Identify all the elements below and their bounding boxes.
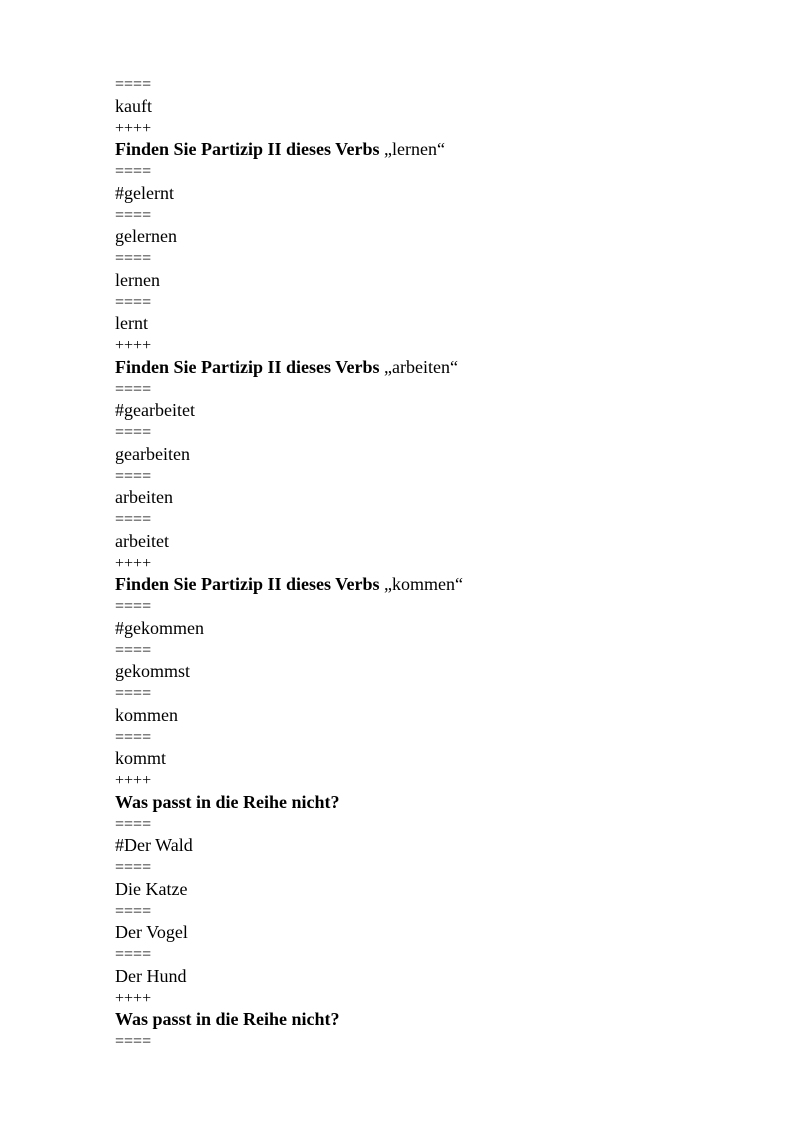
- question-text: Finden Sie Partizip II dieses Verbs: [115, 356, 380, 377]
- answer-option: gekommst: [115, 661, 190, 682]
- separator-line: ====: [115, 1033, 152, 1050]
- answer-option: #gelernt: [115, 182, 174, 203]
- answer-option: #gearbeitet: [115, 400, 195, 421]
- separator-line: ====: [115, 902, 152, 920]
- question-verb: „arbeiten“: [379, 356, 458, 377]
- answer-option: #Der Wald: [115, 835, 193, 856]
- separator-line: ====: [115, 598, 152, 615]
- separator-line: ====: [115, 380, 152, 398]
- separator-line: ====: [115, 293, 152, 311]
- answer-option: arbeiten: [115, 487, 173, 508]
- question-text: Finden Sie Partizip II dieses Verbs: [115, 139, 380, 160]
- answer-option: Die Katze: [115, 878, 188, 899]
- answer-option: gelernen: [115, 226, 177, 247]
- question-verb: „kommen“: [379, 574, 464, 595]
- separator-line: ++++: [115, 989, 152, 1007]
- answer-option: lernt: [115, 313, 148, 334]
- answer-option: arbeitet: [115, 530, 169, 551]
- answer-option: kommen: [115, 704, 178, 725]
- question-line: [115, 792, 735, 814]
- question-text: Was passt in die Reihe nicht?: [115, 791, 340, 812]
- separator-line: ====: [115, 467, 152, 485]
- question-line: [115, 139, 735, 161]
- separator-line: ====: [115, 641, 152, 659]
- separator-line: ====: [115, 163, 152, 180]
- separator-line: ====: [115, 815, 152, 833]
- answer-option: Der Vogel: [115, 922, 188, 943]
- question-line: [115, 1009, 735, 1031]
- document-body: [115, 74, 735, 1053]
- question-text: Finden Sie Partizip II dieses Verbs: [115, 574, 380, 595]
- separator-line: ====: [115, 424, 152, 441]
- separator-line: ++++: [115, 119, 152, 137]
- answer-option: #gekommen: [115, 617, 204, 638]
- separator-line: ====: [115, 728, 152, 746]
- answer-option: kauft: [115, 95, 152, 116]
- separator-line: ====: [115, 206, 152, 224]
- question-line: [115, 357, 735, 379]
- separator-line: ====: [115, 685, 152, 702]
- answer-option: Der Hund: [115, 965, 187, 986]
- answer-option: gearbeiten: [115, 443, 190, 464]
- separator-line: ====: [115, 859, 152, 876]
- separator-line: ====: [115, 511, 152, 528]
- answer-option: lernen: [115, 269, 160, 290]
- question-text: Was passt in die Reihe nicht?: [115, 1009, 340, 1030]
- question-line: [115, 574, 735, 596]
- answer-option: kommt: [115, 748, 167, 769]
- separator-line: ====: [115, 250, 152, 267]
- question-verb: „lernen“: [379, 139, 445, 160]
- separator-line: ====: [115, 76, 152, 93]
- separator-line: ++++: [115, 554, 152, 572]
- separator-line: ++++: [115, 337, 152, 354]
- separator-line: ====: [115, 946, 152, 963]
- separator-line: ++++: [115, 772, 152, 789]
